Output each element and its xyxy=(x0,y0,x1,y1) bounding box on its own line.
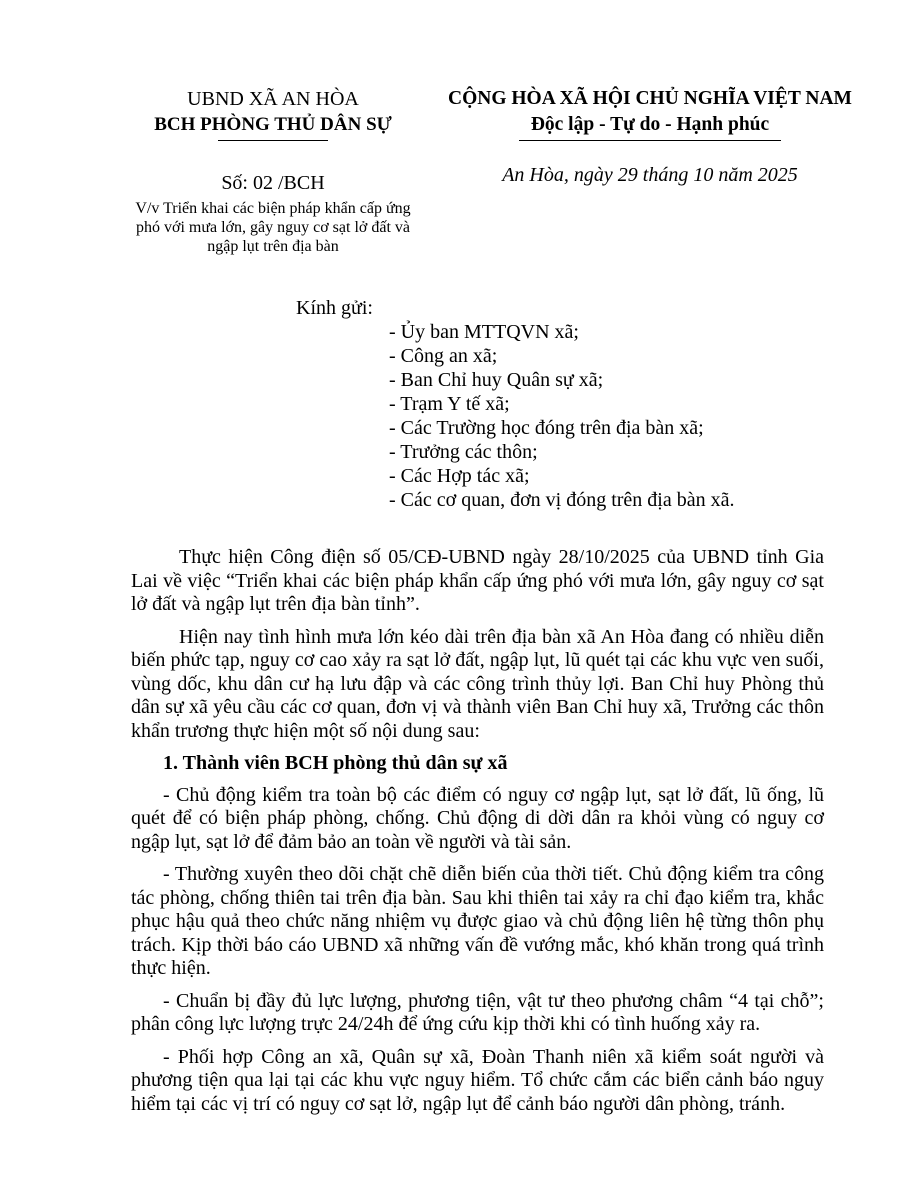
national-motto: Độc lập - Tự do - Hạnh phúc xyxy=(530,114,770,135)
body-paragraph: Thực hiện Công điện số 05/CĐ-UBND ngày 28/10/2025 của UBND tỉnh Gia Lai về việc “Triển khai các biện pháp khẩn cấp ứng phó với mưa lớn, gây nguy cơ sạt lở đất và ngập lụt trên địa bàn tỉnh”. xyxy=(131,546,824,615)
national-title-block xyxy=(420,86,880,187)
bullet-paragraph: - Thường xuyên theo dõi chặt chẽ diễn biến của thời tiết. Chủ động kiểm tra công tác phòng, chống thiên tai trên địa bàn. Sau khi thiên tai xảy ra chỉ đạo kiểm tra, khắc phục hậu quả theo chức năng nhiệm vụ được giao và chủ động liên hệ từng thôn phụ trách. Kịp thời báo cáo UBND xã những vấn đề vướng mắc, khó khăn trong quá trình thực hiện. xyxy=(131,863,824,979)
document-body xyxy=(131,546,824,1125)
country-title: CỘNG HÒA XÃ HỘI CHỦ NGHĨA VIỆT NAM xyxy=(448,88,852,109)
recipient-item: - Ban Chỉ huy Quân sự xã; xyxy=(389,369,604,391)
recipient-item: - Các Trường học đóng trên địa bàn xã; xyxy=(389,417,704,439)
body-paragraph: Hiện nay tình hình mưa lớn kéo dài trên địa bàn xã An Hòa đang có nhiều diễn biến phức tạp, nguy cơ cao xảy ra sạt lở đất, ngập lụt, lũ quét tại các khu vực ven suối, vùng dốc, khu dân cư hạ lưu đập và các công trình thủy lợi. Ban Chỉ huy Phòng thủ dân sự xã yêu cầu các cơ quan, đơn vị và thành viên Ban Chỉ huy xã, Trưởng các thôn khẩn trương thực hiện một số nội dung sau: xyxy=(131,625,824,742)
document-number: Số: 02 /BCH xyxy=(221,172,325,194)
bullet-paragraph: - Phối hợp Công an xã, Quân sự xã, Đoàn Thanh niên xã kiểm soát người và phương tiện qua lại tại các khu vực nguy hiểm. Tổ chức cắm các biển cảnh báo nguy hiểm tại các vị trí có nguy cơ sạt lở, ngập lụt để cảnh báo người dân phòng, tránh. xyxy=(131,1045,824,1115)
document-header xyxy=(0,86,908,276)
issuer-block xyxy=(128,86,418,256)
motto-underline xyxy=(519,140,781,141)
recipient-item: - Các cơ quan, đơn vị đóng trên địa bàn xã. xyxy=(389,489,735,511)
recipient-item: - Ủy ban MTTQVN xã; xyxy=(389,321,579,343)
recipient-item: - Trưởng các thôn; xyxy=(389,441,538,463)
bullet-paragraph: - Chủ động kiểm tra toàn bộ các điểm có nguy cơ ngập lụt, sạt lở đất, lũ ống, lũ quét để có biện pháp phòng, chống. Chủ động di dời dân ra khỏi vùng có nguy cơ ngập lụt, sạt lở để đảm bảo an toàn về người và tài sản. xyxy=(131,783,824,853)
bullet-paragraph: - Chuẩn bị đầy đủ lực lượng, phương tiện, vật tư theo phương châm “4 tại chỗ”; phân công lực lượng trực 24/24h để ứng cứu kịp thời khi có tình huống xảy ra. xyxy=(131,989,824,1035)
recipient-item: - Công an xã; xyxy=(389,345,498,367)
recipient-item: - Trạm Y tế xã; xyxy=(389,393,510,415)
issuer-parent-org: UBND XÃ AN HÒA xyxy=(187,88,359,110)
issuer-underline xyxy=(218,140,328,141)
place-date-line: An Hòa, ngày 29 tháng 10 năm 2025 xyxy=(502,164,798,186)
recipients-label: Kính gửi: xyxy=(296,297,373,319)
recipients-list xyxy=(389,320,735,512)
document-subject: V/v Triển khai các biện pháp khẩn cấp ứng phó với mưa lớn, gây nguy cơ sạt lở đất và ngập lụt trên địa bàn xyxy=(135,200,411,255)
recipient-item: - Các Hợp tác xã; xyxy=(389,465,530,487)
issuer-org-name: BCH PHÒNG THỦ DÂN SỰ xyxy=(154,114,392,135)
section-heading: 1. Thành viên BCH phòng thủ dân sự xã xyxy=(163,752,508,774)
